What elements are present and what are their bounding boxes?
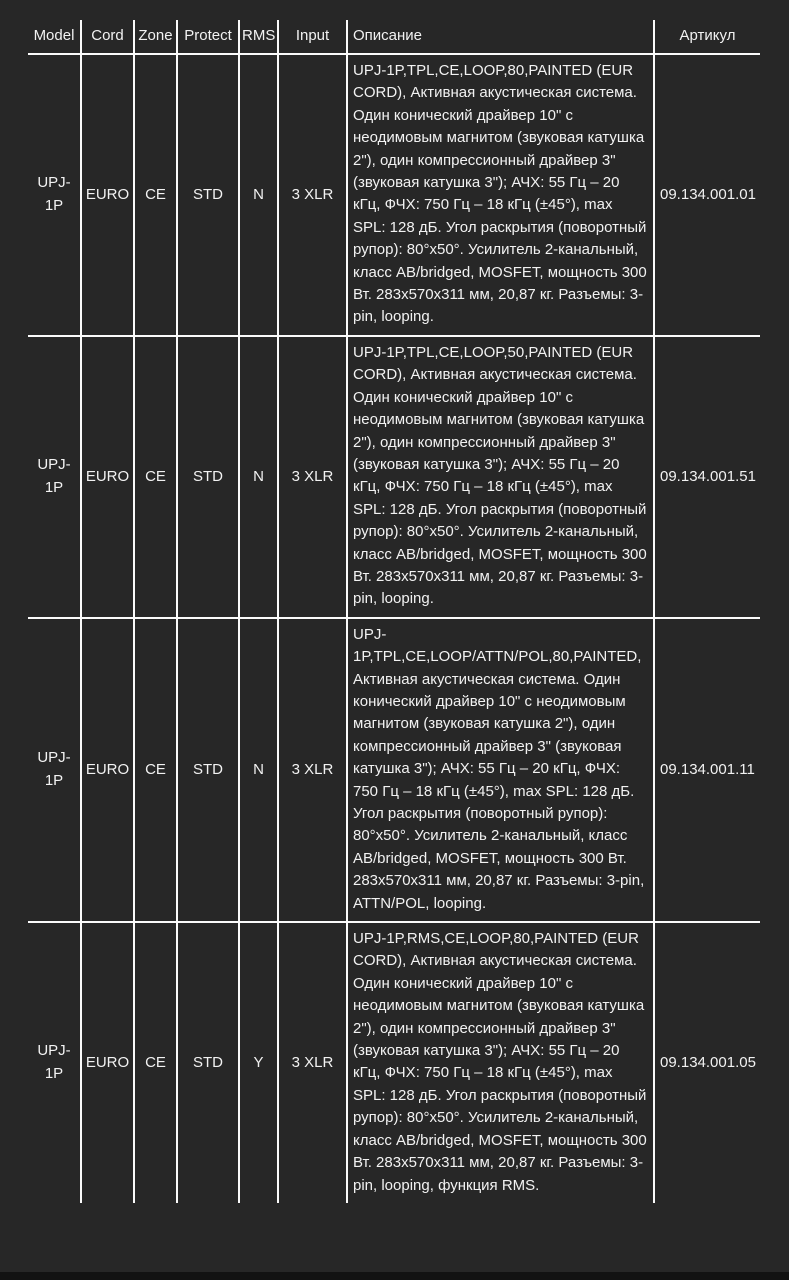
cell-zone: CE [134, 922, 177, 1203]
cell-article: 09.134.001.01 [654, 54, 760, 336]
cell-rms: N [239, 54, 278, 336]
cell-description: UPJ-1P,TPL,CE,LOOP,50,PAINTED (EUR CORD), Активная акустическая система. Один конический драйвер 10" с неодимовым магнитом (звуковая катушка 2"), один компрессионный драйвер 3" (звуковая катушка 3"); АЧХ: 55 Гц – 20 кГц, ФЧХ: 750 Гц – 18 кГц (±45°), max SPL: 128 дБ. Угол раскрытия (поворотный рупор): 80°х50°. Усилитель 2-канальный, класс AB/bridged, MOSFET, мощность 300 Вт. 283х570х311 мм, 20,87 кг. Разъемы: 3-pin, looping. [347, 336, 654, 618]
cell-protect: STD [177, 618, 239, 922]
table-row [28, 336, 760, 618]
cell-rms: N [239, 618, 278, 922]
cell-input: 3 XLR [278, 54, 347, 336]
cell-protect: STD [177, 54, 239, 336]
cell-article: 09.134.001.11 [654, 618, 760, 922]
spec-table [28, 20, 760, 1203]
column-header-input: Input [278, 20, 347, 54]
cell-zone: CE [134, 54, 177, 336]
cell-model: UPJ-1P [28, 336, 81, 618]
column-header-cord: Cord [81, 20, 134, 54]
column-header-zone: Zone [134, 20, 177, 54]
cell-input: 3 XLR [278, 618, 347, 922]
cell-description: UPJ-1P,TPL,CE,LOOP/ATTN/POL,80,PAINTED, Активная акустическая система. Один конический драйвер 10" с неодимовым магнитом (звуковая катушка 2"), один компрессионный драйвер 3" (звуковая катушка 3"); АЧХ: 55 Гц – 20 кГц, ФЧХ: 750 Гц – 18 кГц (±45°), max SPL: 128 дБ. Угол раскрытия (поворотный рупор): 80°х50°. Усилитель 2-канальный, класс AB/bridged, MOSFET, мощность 300 Вт. 283х570х311 мм, 20,87 кг. Разъемы: 3-pin, ATTN/POL, looping. [347, 618, 654, 922]
cell-rms: Y [239, 922, 278, 1203]
cell-description: UPJ-1P,RMS,CE,LOOP,80,PAINTED (EUR CORD), Активная акустическая система. Один конический драйвер 10" с неодимовым магнитом (звуковая катушка 2"), один компрессионный драйвер 3" (звуковая катушка 3"); АЧХ: 55 Гц – 20 кГц, ФЧХ: 750 Гц – 18 кГц (±45°), max SPL: 128 дБ. Угол раскрытия (поворотный рупор): 80°х50°. Усилитель 2-канальный, класс AB/bridged, MOSFET, мощность 300 Вт. 283х570х311 мм, 20,87 кг. Разъемы: 3-pin, looping, функция RMS. [347, 922, 654, 1203]
bottom-strip [0, 1272, 789, 1280]
table-row [28, 618, 760, 922]
cell-rms: N [239, 336, 278, 618]
product-spec-section [28, 20, 760, 1203]
cell-description: UPJ-1P,TPL,CE,LOOP,80,PAINTED (EUR CORD), Активная акустическая система. Один конический драйвер 10" с неодимовым магнитом (звуковая катушка 2"), один компрессионный драйвер 3" (звуковая катушка 3"); АЧХ: 55 Гц – 20 кГц, ФЧХ: 750 Гц – 18 кГц (±45°), max SPL: 128 дБ. Угол раскрытия (поворотный рупор): 80°х50°. Усилитель 2-канальный, класс AB/bridged, MOSFET, мощность 300 Вт. 283х570х311 мм, 20,87 кг. Разъемы: 3-pin, looping. [347, 54, 654, 336]
cell-input: 3 XLR [278, 922, 347, 1203]
cell-model: UPJ-1P [28, 922, 81, 1203]
column-header-article: Артикул [654, 20, 760, 54]
column-header-model: Model [28, 20, 81, 54]
cell-zone: CE [134, 618, 177, 922]
cell-zone: CE [134, 336, 177, 618]
column-header-description: Описание [347, 20, 654, 54]
column-header-protect: Protect [177, 20, 239, 54]
cell-input: 3 XLR [278, 336, 347, 618]
cell-cord: EURO [81, 336, 134, 618]
cell-cord: EURO [81, 54, 134, 336]
table-header-row [28, 20, 760, 54]
cell-cord: EURO [81, 922, 134, 1203]
cell-cord: EURO [81, 618, 134, 922]
cell-article: 09.134.001.51 [654, 336, 760, 618]
cell-article: 09.134.001.05 [654, 922, 760, 1203]
cell-protect: STD [177, 922, 239, 1203]
cell-model: UPJ-1P [28, 54, 81, 336]
cell-model: UPJ-1P [28, 618, 81, 922]
table-row [28, 54, 760, 336]
table-row [28, 922, 760, 1203]
column-header-rms: RMS [239, 20, 278, 54]
cell-protect: STD [177, 336, 239, 618]
